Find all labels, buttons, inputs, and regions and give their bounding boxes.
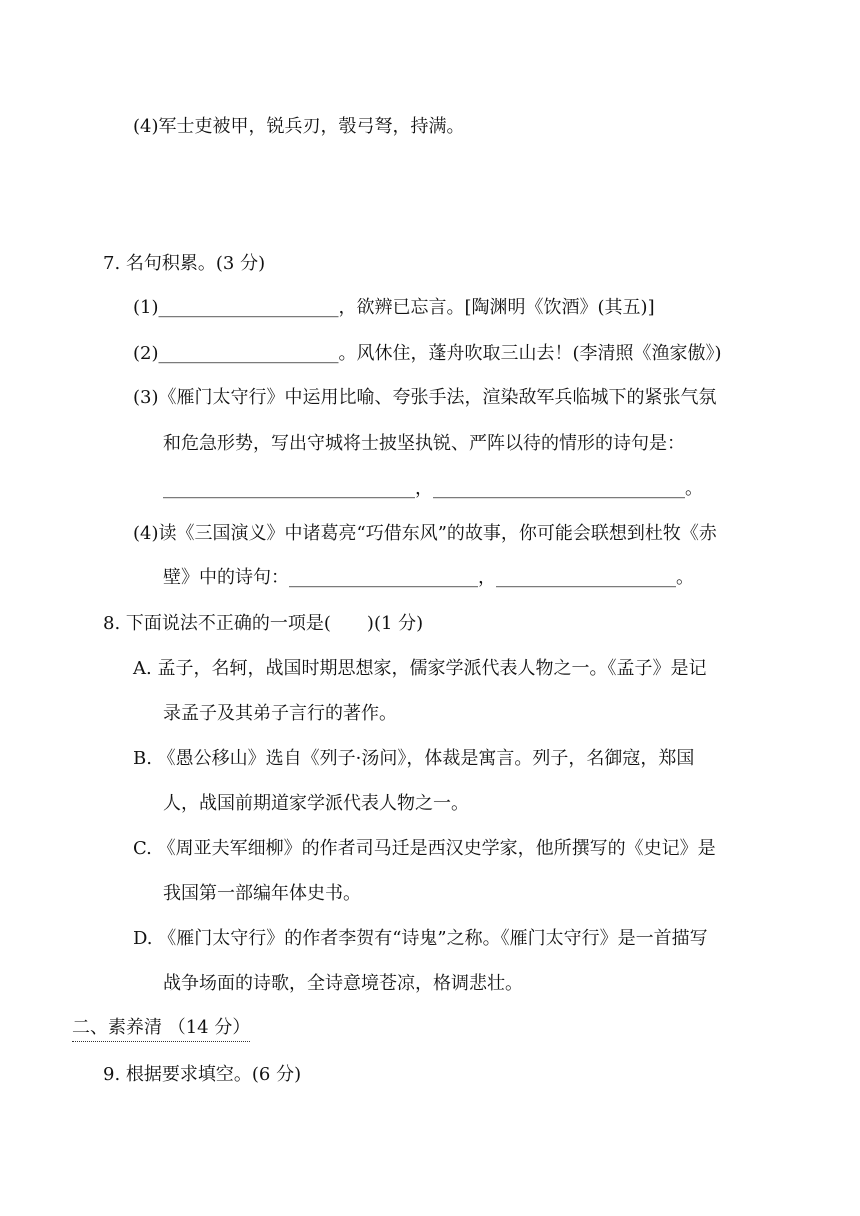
q8-option-b-line-2: 人，战国前期道家学派代表人物之一。 bbox=[163, 793, 469, 814]
q7-item-2: (2)____________________。风休住，蓬舟吹取三山去！(李清照《渔家傲》) bbox=[133, 343, 722, 364]
q8-option-d-line-2: 战争场面的诗歌，全诗意境苍凉，格调悲壮。 bbox=[163, 973, 523, 994]
section-2-heading: 二、素养清 （14 分） bbox=[72, 1016, 250, 1042]
q8-option-c-line-2: 我国第一部编年体史书。 bbox=[163, 883, 361, 904]
q7-item-3-line-1: (3)《雁门太守行》中运用比喻、夸张手法，渲染敌军兵临城下的紧张气氛 bbox=[133, 387, 717, 408]
q7-item-1: (1)____________________，欲辨已忘言。[陶渊明《饮酒》(其五)] bbox=[133, 297, 655, 318]
q6-item-4: (4)军士吏被甲，锐兵刃，彀弓弩，持满。 bbox=[133, 116, 465, 137]
q8-option-c-line-1: C. 《周亚夫军细柳》的作者司马迁是西汉史学家，他所撰写的《史记》是 bbox=[133, 838, 716, 859]
q7-item-4-line-1: (4)读《三国演义》中诸葛亮“巧借东风”的故事，你可能会联想到杜牧《赤 bbox=[133, 523, 717, 544]
q8-option-d-line-1: D. 《雁门太守行》的作者李贺有“诗鬼”之称。《雁门太守行》是一首描写 bbox=[133, 928, 708, 949]
q7-item-3-blanks: ____________________________，____________________________。 bbox=[163, 478, 703, 499]
q8-option-a-line-2: 录孟子及其弟子言行的著作。 bbox=[163, 703, 397, 724]
q7-title: 7. 名句积累。(3 分) bbox=[103, 253, 266, 274]
q8-option-a-line-1: A. 孟子，名轲，战国时期思想家，儒家学派代表人物之一。《孟子》是记 bbox=[133, 658, 707, 679]
q8-option-b-line-1: B. 《愚公移山》选自《列子·汤问》，体裁是寓言。列子，名御寇，郑国 bbox=[133, 748, 695, 769]
q7-item-4-line-2: 壁》中的诗句：_____________________，____________________。 bbox=[163, 567, 694, 588]
q8-title: 8. 下面说法不正确的一项是( )(1 分) bbox=[103, 613, 424, 634]
q7-item-3-line-2: 和危急形势，写出守城将士披坚执锐、严阵以待的情形的诗句是： bbox=[163, 433, 685, 454]
q9-title: 9. 根据要求填空。(6 分) bbox=[103, 1064, 302, 1085]
